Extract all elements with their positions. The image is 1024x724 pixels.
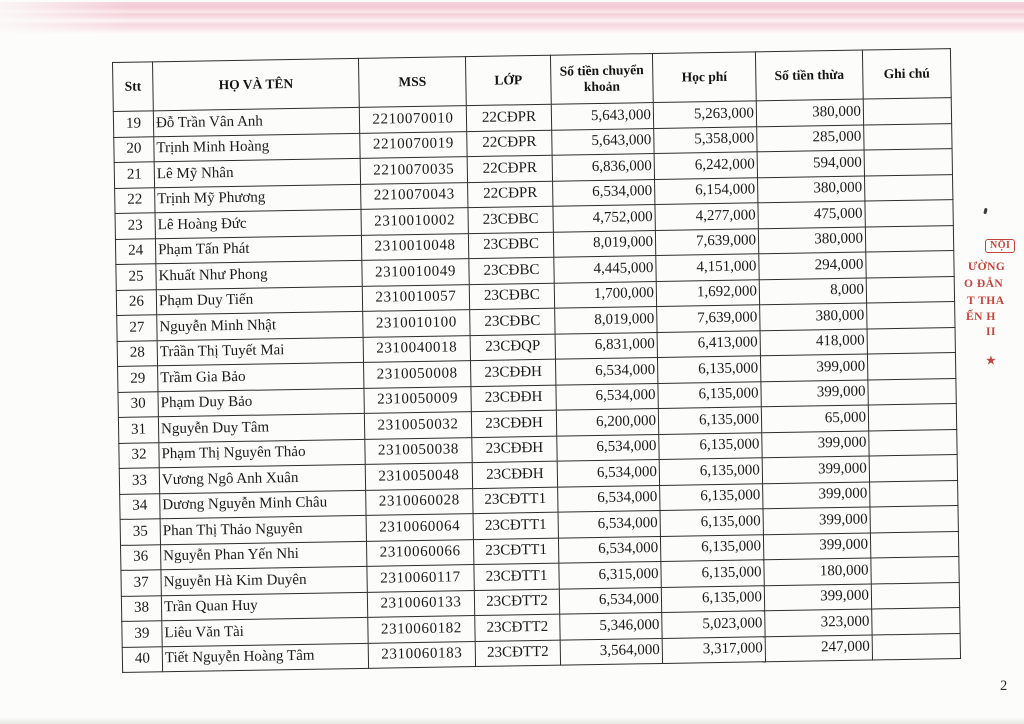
cell-mss: 2310060066 <box>366 539 473 566</box>
cell-name: Trâần Thị Tuyết Mai <box>157 337 363 366</box>
cell-tien_thua: 8,000 <box>759 278 866 305</box>
cell-chuyen_khoan: 1,700,000 <box>554 281 656 308</box>
cell-lop: 23CĐTT1 <box>473 512 558 539</box>
cell-name: Trần Quan Huy <box>161 592 367 621</box>
cell-tien_thua: 247,000 <box>765 634 872 661</box>
cell-mss: 2310060182 <box>368 616 475 643</box>
cell-mss: 2310050008 <box>364 361 471 388</box>
cell-stt: 23 <box>115 213 155 239</box>
cell-stt: 29 <box>118 366 158 392</box>
tuition-refund-table <box>112 48 961 673</box>
cell-chuyen_khoan: 6,836,000 <box>552 154 654 181</box>
cell-stt: 33 <box>119 468 159 494</box>
stamp-text-line: T THA <box>967 295 1005 307</box>
cell-chuyen_khoan: 6,534,000 <box>556 383 658 410</box>
cell-tien_thua: 285,000 <box>757 125 864 152</box>
cell-stt: 40 <box>122 646 162 672</box>
cell-stt: 26 <box>116 289 156 315</box>
page-number: 2 <box>1000 678 1008 694</box>
cell-lop: 23CĐTT1 <box>473 487 558 514</box>
cell-name: Nguyễn Hà Kim Duyên <box>161 566 367 595</box>
cell-chuyen_khoan: 3,564,000 <box>560 638 662 665</box>
scanner-bottom-shadow <box>0 717 1024 724</box>
cell-mss: 2310060028 <box>366 488 473 515</box>
cell-lop: 23CĐĐH <box>470 359 555 386</box>
cell-lop: 23CĐĐH <box>472 436 557 463</box>
cell-ghi_chu <box>864 174 952 201</box>
cell-chuyen_khoan: 5,346,000 <box>560 612 662 639</box>
cell-stt: 19 <box>113 111 153 137</box>
cell-ghi_chu <box>870 506 958 533</box>
cell-name: Phạm Thị Nguyên Thảo <box>159 439 365 468</box>
stamp-banner-text: NỘI <box>985 239 1015 253</box>
stamp-text-line: ẾN H <box>966 311 996 323</box>
cell-ghi_chu <box>869 429 957 456</box>
cell-lop: 23CĐTT2 <box>475 614 560 641</box>
cell-tien_thua: 418,000 <box>760 329 867 356</box>
cell-name: Khuất Như Phong <box>156 260 362 289</box>
cell-mss: 2310060183 <box>368 641 475 668</box>
cell-mss: 2310060064 <box>366 514 473 541</box>
table-body <box>113 98 960 673</box>
cell-lop: 22CĐPR <box>467 130 552 157</box>
cell-ghi_chu <box>866 251 954 278</box>
cell-name: Phan Thị Thảo Nguyên <box>160 515 366 544</box>
cell-stt: 34 <box>120 493 160 519</box>
cell-mss: 2310050032 <box>364 412 471 439</box>
cell-ghi_chu <box>871 582 959 609</box>
cell-hoc_phi: 4,151,000 <box>656 254 759 281</box>
cell-mss: 2310010049 <box>362 259 469 286</box>
cell-tien_thua: 380,000 <box>758 227 865 254</box>
cell-mss: 2310050009 <box>364 386 471 413</box>
header-ghi-chu: Ghi chú <box>862 49 951 99</box>
cell-ghi_chu <box>866 276 954 303</box>
cell-tien_thua: 594,000 <box>757 150 864 177</box>
cell-hoc_phi: 6,135,000 <box>660 509 763 536</box>
cell-chuyen_khoan: 6,534,000 <box>553 179 655 206</box>
cell-name: Nguyễn Duy Tâm <box>158 413 364 442</box>
cell-tien_thua: 399,000 <box>760 354 867 381</box>
cell-hoc_phi: 3,317,000 <box>662 636 765 663</box>
cell-tien_thua: 399,000 <box>763 532 870 559</box>
cell-tien_thua: 294,000 <box>759 252 866 279</box>
cell-lop: 23CĐBC <box>470 308 555 335</box>
cell-mss: 2310010002 <box>361 208 468 235</box>
scanner-pink-artifact <box>0 2 1024 33</box>
cell-mss: 2310010048 <box>361 233 468 260</box>
cell-mss: 2310040018 <box>363 335 470 362</box>
cell-stt: 25 <box>116 264 156 290</box>
stamp-text-line: ƯỜNG <box>968 261 1006 273</box>
cell-name: Nguyễn Minh Nhật <box>157 311 363 340</box>
cell-lop: 23CĐBC <box>468 232 553 259</box>
cell-chuyen_khoan: 6,200,000 <box>556 408 658 435</box>
cell-mss: 2310060117 <box>367 565 474 592</box>
cell-name: Lê Mỹ Nhân <box>154 158 360 187</box>
cell-lop: 23CĐBC <box>469 257 554 284</box>
cell-mss: 2310010100 <box>363 310 470 337</box>
cell-ghi_chu <box>867 353 955 380</box>
cell-chuyen_khoan: 4,445,000 <box>554 256 656 283</box>
cell-hoc_phi: 6,135,000 <box>661 585 764 612</box>
cell-hoc_phi: 5,358,000 <box>654 126 757 153</box>
cell-stt: 36 <box>121 544 161 570</box>
cell-name: Lê Hoàng Đức <box>155 209 361 238</box>
stamp-text-line: II <box>986 326 996 338</box>
cell-chuyen_khoan: 6,534,000 <box>558 485 660 512</box>
cell-stt: 30 <box>118 391 158 417</box>
cell-ghi_chu <box>871 557 959 584</box>
cell-ghi_chu <box>870 531 958 558</box>
cell-ghi_chu <box>870 480 958 507</box>
cell-chuyen_khoan: 6,534,000 <box>558 510 660 537</box>
cell-chuyen_khoan: 6,534,000 <box>558 536 660 563</box>
cell-hoc_phi: 6,154,000 <box>655 177 758 204</box>
cell-chuyen_khoan: 6,534,000 <box>557 434 659 461</box>
cell-stt: 38 <box>121 595 161 621</box>
cell-hoc_phi: 1,692,000 <box>656 279 759 306</box>
cell-name: Liêu Văn Tài <box>162 617 368 646</box>
cell-stt: 21 <box>114 162 154 188</box>
cell-ghi_chu <box>867 302 955 329</box>
header-stt: Stt <box>113 62 154 112</box>
header-hoc-phi: Học phí <box>652 52 756 103</box>
cell-ghi_chu <box>868 378 956 405</box>
cell-hoc_phi: 6,135,000 <box>659 458 762 485</box>
cell-lop: 23CĐTT1 <box>474 563 559 590</box>
cell-chuyen_khoan: 6,534,000 <box>555 357 657 384</box>
cell-mss: 2310050048 <box>365 463 472 490</box>
cell-name: Trịnh Mỹ Phương <box>155 184 361 213</box>
cell-tien_thua: 65,000 <box>761 405 868 432</box>
cell-ghi_chu <box>872 633 960 660</box>
cell-stt: 37 <box>121 570 161 596</box>
cell-stt: 31 <box>118 417 158 443</box>
cell-mss: 2210070043 <box>361 182 468 209</box>
cell-tien_thua: 399,000 <box>763 507 870 534</box>
cell-lop: 23CĐBC <box>469 283 554 310</box>
cell-ghi_chu <box>869 455 957 482</box>
cell-name: Phạm Duy Tiến <box>156 286 362 315</box>
cell-stt: 39 <box>122 621 162 647</box>
cell-lop: 23CĐTT2 <box>475 640 560 667</box>
cell-tien_thua: 399,000 <box>764 583 871 610</box>
cell-chuyen_khoan: 8,019,000 <box>553 230 655 257</box>
cell-hoc_phi: 6,135,000 <box>660 483 763 510</box>
cell-mss: 2310050038 <box>365 437 472 464</box>
cell-stt: 35 <box>120 519 160 545</box>
cell-hoc_phi: 7,639,000 <box>655 228 758 255</box>
cell-tien_thua: 475,000 <box>758 201 865 228</box>
cell-name: Phạm Duy Bảo <box>158 388 364 417</box>
cell-tien_thua: 399,000 <box>762 431 869 458</box>
cell-lop: 23CĐTT2 <box>474 589 559 616</box>
cell-lop: 22CĐPR <box>467 155 552 182</box>
cell-mss: 2310060133 <box>367 590 474 617</box>
cell-lop: 23CĐTT1 <box>473 538 558 565</box>
cell-name: Phạm Tấn Phát <box>155 235 361 264</box>
cell-tien_thua: 180,000 <box>764 558 871 585</box>
cell-mss: 2210070019 <box>360 131 467 158</box>
cell-chuyen_khoan: 8,019,000 <box>555 307 657 334</box>
cell-chuyen_khoan: 6,315,000 <box>559 561 661 588</box>
cell-tien_thua: 399,000 <box>762 456 869 483</box>
cell-ghi_chu <box>867 327 955 354</box>
cell-lop: 23CĐQP <box>470 334 555 361</box>
cell-name: Đỗ Trần Vân Anh <box>153 107 359 136</box>
cell-stt: 24 <box>115 238 155 264</box>
cell-ghi_chu <box>865 225 953 252</box>
cell-hoc_phi: 6,413,000 <box>657 330 760 357</box>
cell-hoc_phi: 6,135,000 <box>658 407 761 434</box>
cell-name: Dương Nguyễn Minh Châu <box>160 490 366 519</box>
header-mss: MSS <box>358 57 466 108</box>
cell-mss: 2210070010 <box>359 106 466 133</box>
cell-mss: 2210070035 <box>360 157 467 184</box>
cell-ghi_chu <box>864 149 952 176</box>
cell-lop: 23CĐĐH <box>471 385 556 412</box>
cell-hoc_phi: 6,135,000 <box>659 432 762 459</box>
cell-hoc_phi: 6,135,000 <box>660 534 763 561</box>
cell-ghi_chu <box>872 608 960 635</box>
cell-lop: 23CĐBC <box>468 206 553 233</box>
cell-hoc_phi: 5,023,000 <box>662 611 765 638</box>
stamp-star-icon: ★ <box>986 355 996 367</box>
cell-hoc_phi: 6,135,000 <box>658 381 761 408</box>
cell-lop: 22CĐPR <box>468 181 553 208</box>
cell-ghi_chu <box>865 200 953 227</box>
cell-hoc_phi: 7,639,000 <box>657 305 760 332</box>
stamp-text-line: O ĐẲN <box>964 278 1004 290</box>
red-circular-stamp <box>952 226 1024 372</box>
cell-ghi_chu <box>863 98 951 125</box>
header-so-tien-chuyen-khoan: Số tiền chuyển khoản <box>550 54 653 105</box>
cell-chuyen_khoan: 5,643,000 <box>551 103 653 130</box>
cell-name: Trầm Gia Bảo <box>158 362 364 391</box>
cell-name: Tiết Nguyễn Hoàng Tâm <box>162 643 368 672</box>
ink-speck <box>983 208 987 215</box>
cell-tien_thua: 380,000 <box>756 99 863 126</box>
cell-ghi_chu <box>864 123 952 150</box>
header-ho-va-ten: HỌ VÀ TÊN <box>153 58 360 110</box>
cell-stt: 32 <box>119 442 159 468</box>
cell-mss: 2310010057 <box>362 284 469 311</box>
cell-tien_thua: 323,000 <box>765 609 872 636</box>
cell-stt: 27 <box>117 315 157 341</box>
cell-name: Nguyễn Phan Yến Nhi <box>161 541 367 570</box>
cell-tien_thua: 399,000 <box>763 481 870 508</box>
cell-chuyen_khoan: 6,831,000 <box>555 332 657 359</box>
cell-ghi_chu <box>868 404 956 431</box>
cell-name: Trịnh Minh Hoàng <box>154 133 360 162</box>
cell-hoc_phi: 5,263,000 <box>653 101 756 128</box>
cell-chuyen_khoan: 6,534,000 <box>559 587 661 614</box>
cell-hoc_phi: 4,277,000 <box>655 203 758 230</box>
cell-stt: 20 <box>114 136 154 162</box>
cell-stt: 22 <box>115 187 155 213</box>
cell-lop: 23CĐĐH <box>471 410 556 437</box>
cell-hoc_phi: 6,242,000 <box>654 152 757 179</box>
tuition-table-sheet <box>112 48 961 673</box>
cell-chuyen_khoan: 4,752,000 <box>553 205 655 232</box>
cell-hoc_phi: 6,135,000 <box>661 560 764 587</box>
cell-tien_thua: 399,000 <box>761 380 868 407</box>
cell-chuyen_khoan: 5,643,000 <box>552 128 654 155</box>
cell-stt: 28 <box>117 340 157 366</box>
cell-tien_thua: 380,000 <box>758 176 865 203</box>
header-lop: LỚP <box>465 55 551 105</box>
cell-name: Vương Ngô Anh Xuân <box>159 464 365 493</box>
cell-lop: 22CĐPR <box>466 104 551 131</box>
cell-tien_thua: 380,000 <box>760 303 867 330</box>
cell-chuyen_khoan: 6,534,000 <box>557 459 659 486</box>
cell-lop: 23CĐĐH <box>472 461 557 488</box>
header-so-tien-thua: Số tiền thừa <box>755 50 863 101</box>
cell-hoc_phi: 6,135,000 <box>657 356 760 383</box>
